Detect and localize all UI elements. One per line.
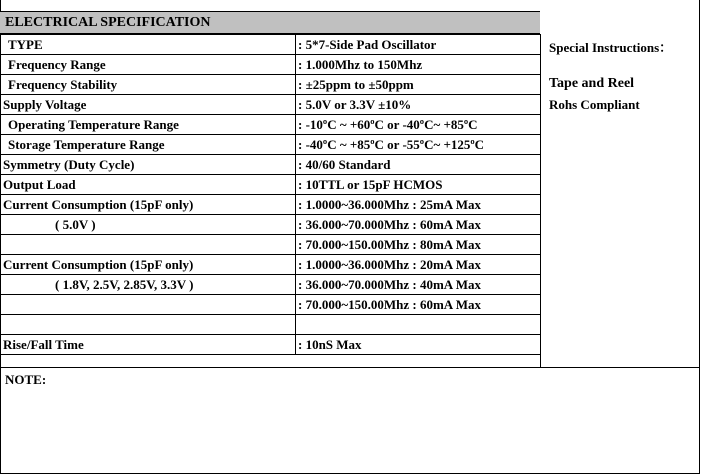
- special-instruction-item: Rohs Compliant: [549, 97, 640, 112]
- special-instruction-item: Tape and Reel: [549, 76, 635, 91]
- table-row: [1, 235, 541, 255]
- row-label: Output Load: [1, 175, 296, 195]
- table-row: [1, 155, 541, 175]
- row-label: Symmetry (Duty Cycle): [1, 155, 296, 175]
- row-label: Current Consumption (15pF only): [1, 255, 296, 275]
- table-row: [1, 55, 541, 75]
- row-value: : ±25ppm to ±50ppm: [296, 75, 541, 95]
- row-label: Current Consumption (15pF only): [1, 195, 296, 215]
- table-row: [1, 115, 541, 135]
- row-label: [1, 295, 296, 315]
- row-label: TYPE: [1, 35, 296, 55]
- row-value: : 40/60 Standard: [296, 155, 541, 175]
- row-label: Rise/Fall Time: [1, 335, 296, 355]
- table-row: [1, 75, 541, 95]
- table-row: [1, 255, 541, 275]
- row-label: [1, 235, 296, 255]
- spec-header-title: ELECTRICAL SPECIFICATION: [5, 15, 211, 30]
- table-row: [1, 275, 541, 295]
- row-value: : 10nS Max: [296, 335, 541, 355]
- table-row: [1, 335, 541, 355]
- row-value: : -40ºC ~ +85ºC or -55ºC~ +125ºC: [296, 135, 541, 155]
- row-label: Storage Temperature Range: [1, 135, 296, 155]
- row-label: Frequency Stability: [1, 75, 296, 95]
- row-value: : 70.000~150.00Mhz : 80mA Max: [296, 235, 541, 255]
- row-value: : 1.0000~36.000Mhz : 25mA Max: [296, 195, 541, 215]
- note-section: [0, 367, 700, 474]
- table-row: [1, 315, 541, 335]
- special-instructions-title: Special Instructions：: [549, 40, 673, 55]
- table-row: [1, 35, 541, 55]
- row-value: : 36.000~70.000Mhz : 40mA Max: [296, 275, 541, 295]
- table-row: [1, 95, 541, 115]
- row-label: ( 1.8V, 2.5V, 2.85V, 3.3V ): [1, 275, 296, 295]
- row-label: Operating Temperature Range: [1, 115, 296, 135]
- row-label: Frequency Range: [1, 55, 296, 75]
- table-row: [1, 175, 541, 195]
- row-label: Supply Voltage: [1, 95, 296, 115]
- table-row: [1, 295, 541, 315]
- row-value: : 1.000Mhz to 150Mhz: [296, 55, 541, 75]
- row-label: [1, 315, 296, 335]
- table-row: [1, 195, 541, 215]
- row-value: [296, 315, 541, 335]
- row-value: : 1.0000~36.000Mhz : 20mA Max: [296, 255, 541, 275]
- top-left-rule: [0, 0, 1, 11]
- row-label: ( 5.0V ): [1, 215, 296, 235]
- row-value: : -10ºC ~ +60ºC or -40ºC~ +85ºC: [296, 115, 541, 135]
- table-row: [1, 135, 541, 155]
- row-value: : 10TTL or 15pF HCMOS: [296, 175, 541, 195]
- special-instructions-panel: [540, 34, 700, 367]
- row-value: : 70.000~150.00Mhz : 60mA Max: [296, 295, 541, 315]
- spec-table: [0, 34, 541, 355]
- note-label: NOTE:: [5, 372, 47, 387]
- row-value: : 5.0V or 3.3V ±10%: [296, 95, 541, 115]
- spec-header: [0, 11, 540, 34]
- row-value: : 36.000~70.000Mhz : 60mA Max: [296, 215, 541, 235]
- table-row: [1, 215, 541, 235]
- row-value: : 5*7-Side Pad Oscillator: [296, 35, 541, 55]
